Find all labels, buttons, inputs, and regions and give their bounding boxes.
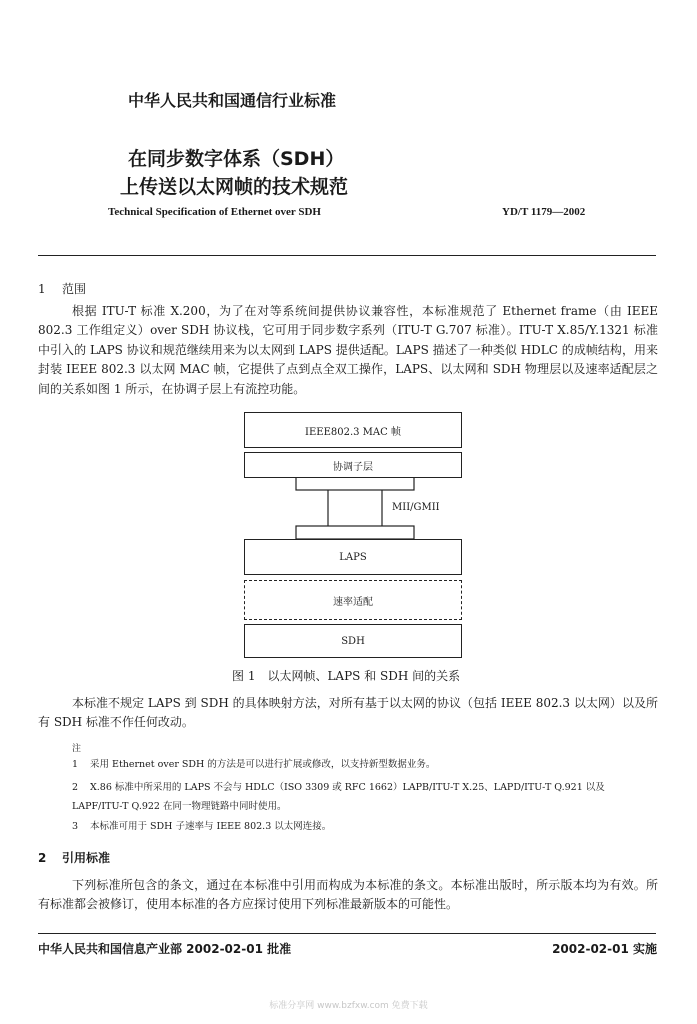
header-rule <box>38 255 656 256</box>
connector-bar-bottom <box>296 526 414 539</box>
laps-label: LAPS <box>339 551 367 563</box>
implementation-date: 2002-02-01 实施 <box>552 942 657 956</box>
standard-organization: 中华人民共和国通信行业标准 <box>128 91 337 110</box>
section-1-number: 1 <box>38 282 46 296</box>
section-2-number: 2 <box>38 851 47 865</box>
note-item <box>72 817 658 836</box>
note-text: 采用 Ethernet over SDH 的方法是可以进行扩展或修改，以支持新型数据业务。 <box>90 759 436 770</box>
footer-rule <box>38 933 656 934</box>
title-line-1: 在同步数字体系（SDH） <box>128 148 345 170</box>
mii-gmii-label: MII/GMII <box>392 502 440 513</box>
reconciliation-sublayer-label: 协调子层 <box>333 461 373 473</box>
note-text: 本标准可用于 SDH 子速率与 IEEE 802.3 以太网连接。 <box>90 821 332 832</box>
section-2-paragraph: 下列标准所包含的条文，通过在本标准中引用而构成为本标准的条文。本标准出版时，所示版本均为有效。所有标准都会被修订，使用本标准的各方应探讨使用下列标准最新版本的可能性。 <box>38 878 658 912</box>
title-line-2: 上传送以太网帧的技术规范 <box>120 176 349 198</box>
mac-frame-box <box>244 412 462 448</box>
section-1-title: 范围 <box>62 282 87 296</box>
note-item <box>72 778 658 816</box>
rate-adaptation-label: 速率适配 <box>333 596 373 608</box>
section-2-heading <box>38 849 110 866</box>
sdh-box <box>244 624 462 658</box>
note-label: 注 <box>72 744 82 754</box>
section-1-heading <box>38 280 86 297</box>
note-number: 3 <box>72 821 79 832</box>
figure-1-caption: 图 1 以太网帧、LAPS 和 SDH 间的关系 <box>232 669 461 683</box>
approval-statement: 中华人民共和国信息产业部 2002-02-01 批准 <box>38 942 292 956</box>
laps-box <box>244 539 462 575</box>
sdh-label: SDH <box>341 635 365 647</box>
reconciliation-sublayer-box <box>244 452 462 478</box>
note-number: 1 <box>72 759 79 770</box>
watermark: 标准分享网 www.bzfxw.com 免费下载 <box>269 1001 428 1011</box>
section-1-paragraph-2: 本标准不规定 LAPS 到 SDH 的具体映射方法，对所有基于以太网的协议（包括 IEEE 802.3 以太网）以及所有 SDH 标准不作任何改动。 <box>38 696 658 730</box>
section-2-title: 引用标准 <box>62 851 111 865</box>
note-number: 2 <box>72 782 79 793</box>
mac-frame-label: IEEE802.3 MAC 帧 <box>305 426 401 438</box>
note-text: X.86 标准中所采用的 LAPS 不会与 HDLC（ISO 3309 或 RFC 1662）LAPB/ITU-T X.25、LAPD/ITU-T Q.921 以及 LAPF/ITU-T Q.922 在同一物理链路中同时使用。 <box>72 782 605 812</box>
standard-code: YD/T 1179—2002 <box>502 206 586 218</box>
figure-1-diagram <box>244 412 474 662</box>
english-title: Technical Specification of Ethernet over SDH <box>108 206 321 218</box>
rate-adaptation-box <box>244 580 462 620</box>
section-1-paragraph: 根据 ITU-T 标准 X.200，为了在对等系统间提供协议兼容性，本标准规范了 Ethernet frame（由 IEEE 802.3 工作组定义）over SDH 协议栈，它可用于同步数字系列（ITU-T G.707 标准）。ITU-T X.85/Y.1321 标准中引入的 LAPS 协议和规范继续用来为以太网到 LAPS 提供适配。LAPS 描述了一种类似 HDLC 的成帧结构，用来封装 IEEE 802.3 以太网 MAC 帧，它提供了点到点全双工操作，LAPS、以太网和 SDH 物理层以及速率适配层之间的关系如图 1 所示，在协调子层上有流控功能。 <box>38 304 658 396</box>
note-item <box>72 755 658 774</box>
connector-bar-top <box>296 477 414 490</box>
